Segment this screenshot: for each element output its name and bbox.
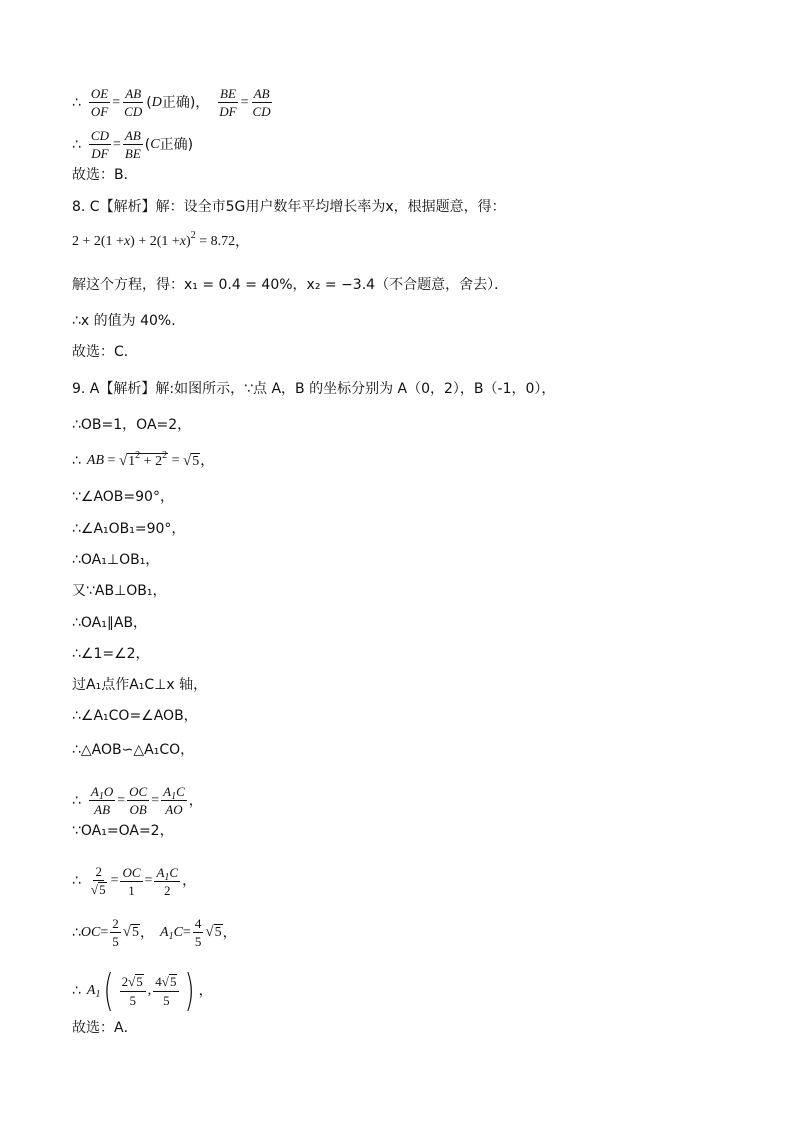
coordinate-line: ∴ $A_1$ ( 2 √ 5 5 , 4 √ 5 5 ) ， [72, 965, 213, 1016]
equation-line: 2 + 2(1 + x ) + 2(1 + x )$^2$ = 8.72 ， [72, 230, 250, 250]
solution-line: ∴∠1=∠2， [72, 646, 150, 662]
solution-line: ∴∠A₁OB₁=90°， [72, 521, 186, 537]
similar-triangles-line: ∴△AOB∽△A₁CO， [72, 742, 195, 758]
answer-line: 故选：B． [72, 167, 138, 183]
solution-line: ∴OA₁∥AB， [72, 615, 148, 631]
solution-line: 过A₁点作A₁C⊥x 轴， [72, 677, 208, 693]
solution-line: ∴ $\frac{CD}{DF}$ = $\frac{AB}{BE}$ ( C 正确) [72, 128, 194, 161]
solution-line: ∴x 的值为 40%． [72, 313, 186, 329]
question-8-header: 8. C【解析】解：设全市5G用户数年平均增长率为x，根据题意，得： [72, 199, 506, 215]
question-9-header: 9. A【解析】解:如图所示，∵点 A，B 的坐标分别为 A（0，2），B（-1，0）， [72, 381, 556, 397]
answer-line: 故选：C． [72, 344, 138, 360]
solution-line: ∵∠AOB=90°， [72, 489, 174, 505]
solution-line: ∴OA₁⊥OB₁， [72, 552, 160, 568]
solution-line: ∴ $\frac{OE}{OF}$ = $\frac{AB}{CD}$ ( D 正确)， $\frac{BE}{DF}$ = $\frac{AB}{CD}$ [72, 86, 271, 119]
ratio-values-line: ∴ 2 √ 5 = $\frac{OC}{1}$ = $\frac{A_1C}{2}$ ， [72, 864, 197, 898]
solution-line: 又∵AB⊥OB₁， [72, 583, 167, 599]
result-line: ∴ OC = $\frac{2}{5}$ √ 5 ， $A_1C$ = $\frac{4}{5}$ √ 5 ， [72, 916, 237, 949]
solution-line: 解这个方程，得：x₁ = 0.4 = 40%，x₂ = −3.4（不合题意，舍去）． [72, 277, 509, 293]
solution-line: ∴OB=1，OA=2， [72, 417, 192, 433]
answer-line: 故选：A． [72, 1020, 138, 1036]
equation-line: ∴ AB = √ $1^2 + 2^2$ = √ 5 ， [72, 449, 215, 469]
solution-line: ∴∠A₁CO=∠AOB， [72, 708, 198, 724]
solution-line: ∵OA₁=OA=2， [72, 823, 174, 839]
ratio-line: ∴ $\frac{A_1O}{AB}$ = $\frac{OC}{OB}$ = $\frac{A_1C}{AO}$ ， [72, 784, 203, 817]
